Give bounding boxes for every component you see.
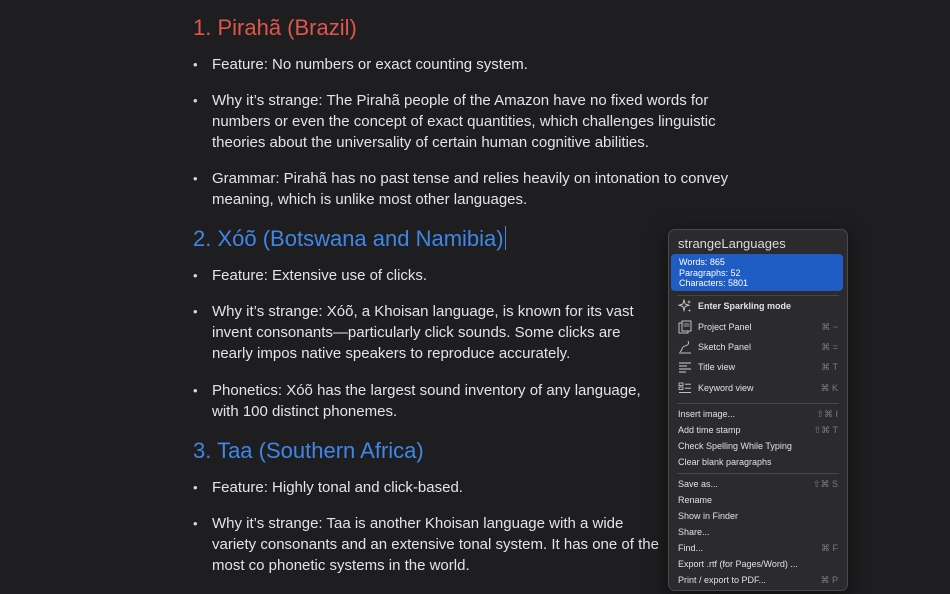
menu-item-sketch-panel[interactable] <box>669 338 847 356</box>
menu-item-label: Find... <box>678 543 704 553</box>
menu-divider <box>677 295 839 296</box>
bullet-marker: • <box>193 304 198 319</box>
bullet-marker: • <box>193 268 198 283</box>
list-item[interactable] <box>193 90 733 153</box>
menu-item-label: Title view <box>698 362 736 372</box>
menu-item-print-export-pdf[interactable] <box>669 571 847 589</box>
menu-divider <box>677 473 839 474</box>
menu-item-label: Rename <box>678 495 713 505</box>
list-item-text[interactable]: Why it’s strange: Taa is another Khoisan language with a wide variety consonants and an extensive tonal system. It has one of the most co phonetic systems in the world. <box>212 515 659 574</box>
list-item-text[interactable]: Feature: Extensive use of clicks. <box>212 267 428 284</box>
list-item[interactable] <box>193 513 663 576</box>
section-heading-text[interactable]: 2. Xóõ (Botswana and Namibia) <box>193 226 504 251</box>
menu-divider <box>677 403 839 404</box>
context-menu <box>668 229 848 591</box>
list-item-text[interactable]: Feature: No numbers or exact counting system. <box>212 56 528 73</box>
text-caret <box>505 226 507 250</box>
list-item[interactable] <box>193 477 733 498</box>
menu-item-shortcut: ⌘ P <box>820 575 838 585</box>
menu-item-keyword-view[interactable] <box>669 379 847 397</box>
bullet-marker: • <box>193 171 198 186</box>
menu-item-label: Keyword view <box>698 383 754 393</box>
paragraph-count: Paragraphs: 52 <box>679 267 741 278</box>
menu-item-shortcut: ⌘ K <box>820 383 838 393</box>
list-item[interactable] <box>193 54 733 75</box>
menu-item-shortcut: ⇧⌘ I <box>816 409 838 419</box>
menu-item-label: Project Panel <box>698 322 752 332</box>
menu-item-label: Insert image... <box>678 409 736 419</box>
menu-item-label: Share... <box>678 527 710 537</box>
sparkle-icon <box>678 299 692 313</box>
bullet-marker: • <box>193 480 198 495</box>
menu-item-shortcut: ⌘ T <box>821 362 838 372</box>
list-item[interactable] <box>193 168 733 210</box>
menu-item-shortcut: ⌘ = <box>821 342 838 352</box>
menu-title: strangeLanguages <box>678 236 786 251</box>
menu-item-label: Print / export to PDF... <box>678 575 767 585</box>
menu-item-title-view[interactable] <box>669 358 847 376</box>
character-count: Characters: 5801 <box>679 278 749 288</box>
menu-item-label: Enter Sparkling mode <box>698 301 792 311</box>
sketch-panel-icon <box>678 340 692 354</box>
bullet-marker: • <box>193 383 198 398</box>
list-item-text[interactable]: Why it’s strange: The Pirahã people of the Amazon have no fixed words for numbers or even the concept of exact quantities, which challenges linguistic theories about the universality of certain human cognitive abilities. <box>212 92 716 151</box>
bullet-marker: • <box>193 57 198 72</box>
menu-item-label: Add time stamp <box>678 425 741 435</box>
document-stats <box>671 254 843 291</box>
word-count: Words: 865 <box>679 257 725 267</box>
list-item-text[interactable]: Grammar: Pirahã has no past tense and relies heavily on intonation to convey meaning, which is unlike most other languages. <box>212 170 729 208</box>
section-heading-xoo[interactable] <box>193 225 506 253</box>
menu-item-label: Show in Finder <box>678 511 739 521</box>
menu-item-label: Sketch Panel <box>698 342 752 352</box>
section-heading-piraha[interactable]: 1. Pirahã (Brazil) <box>193 15 357 40</box>
list-item-text[interactable]: Feature: Highly tonal and click-based. <box>212 479 463 496</box>
list-item-text[interactable]: Phonetics: Xóõ has the largest sound inventory of any language, with 100 distinct phonemes. <box>212 382 641 420</box>
list-item-text[interactable]: Why it’s strange: Xóõ, a Khoisan language, is known for its vast invent consonants—particularly click sounds. Some clicks are nearly impos native speakers to reproduce accurately. <box>212 303 634 362</box>
menu-item-clear-blank-paragraphs[interactable] <box>669 453 847 471</box>
menu-item-project-panel[interactable] <box>669 318 847 336</box>
bullet-marker: • <box>193 93 198 108</box>
project-panel-icon <box>678 320 692 334</box>
section-heading-taa[interactable]: 3. Taa (Southern Africa) <box>193 438 424 463</box>
menu-item-label: Clear blank paragraphs <box>678 457 772 467</box>
menu-item-shortcut: ⇧⌘ T <box>813 425 838 435</box>
bullet-marker: • <box>193 516 198 531</box>
menu-item-label: Export .rtf (for Pages/Word) ... <box>678 559 798 569</box>
menu-item-sparkling-mode[interactable] <box>669 297 847 315</box>
list-item[interactable] <box>193 301 663 364</box>
menu-item-shortcut: ⌘ ~ <box>821 322 838 332</box>
list-item[interactable] <box>193 380 663 422</box>
list-item[interactable] <box>193 265 733 286</box>
menu-item-label: Check Spelling While Typing <box>678 441 792 451</box>
menu-item-shortcut: ⇧⌘ S <box>812 479 838 489</box>
title-view-icon <box>678 360 692 374</box>
keyword-view-icon <box>678 381 692 395</box>
menu-item-label: Save as... <box>678 479 719 489</box>
menu-item-shortcut: ⌘ F <box>821 543 838 553</box>
